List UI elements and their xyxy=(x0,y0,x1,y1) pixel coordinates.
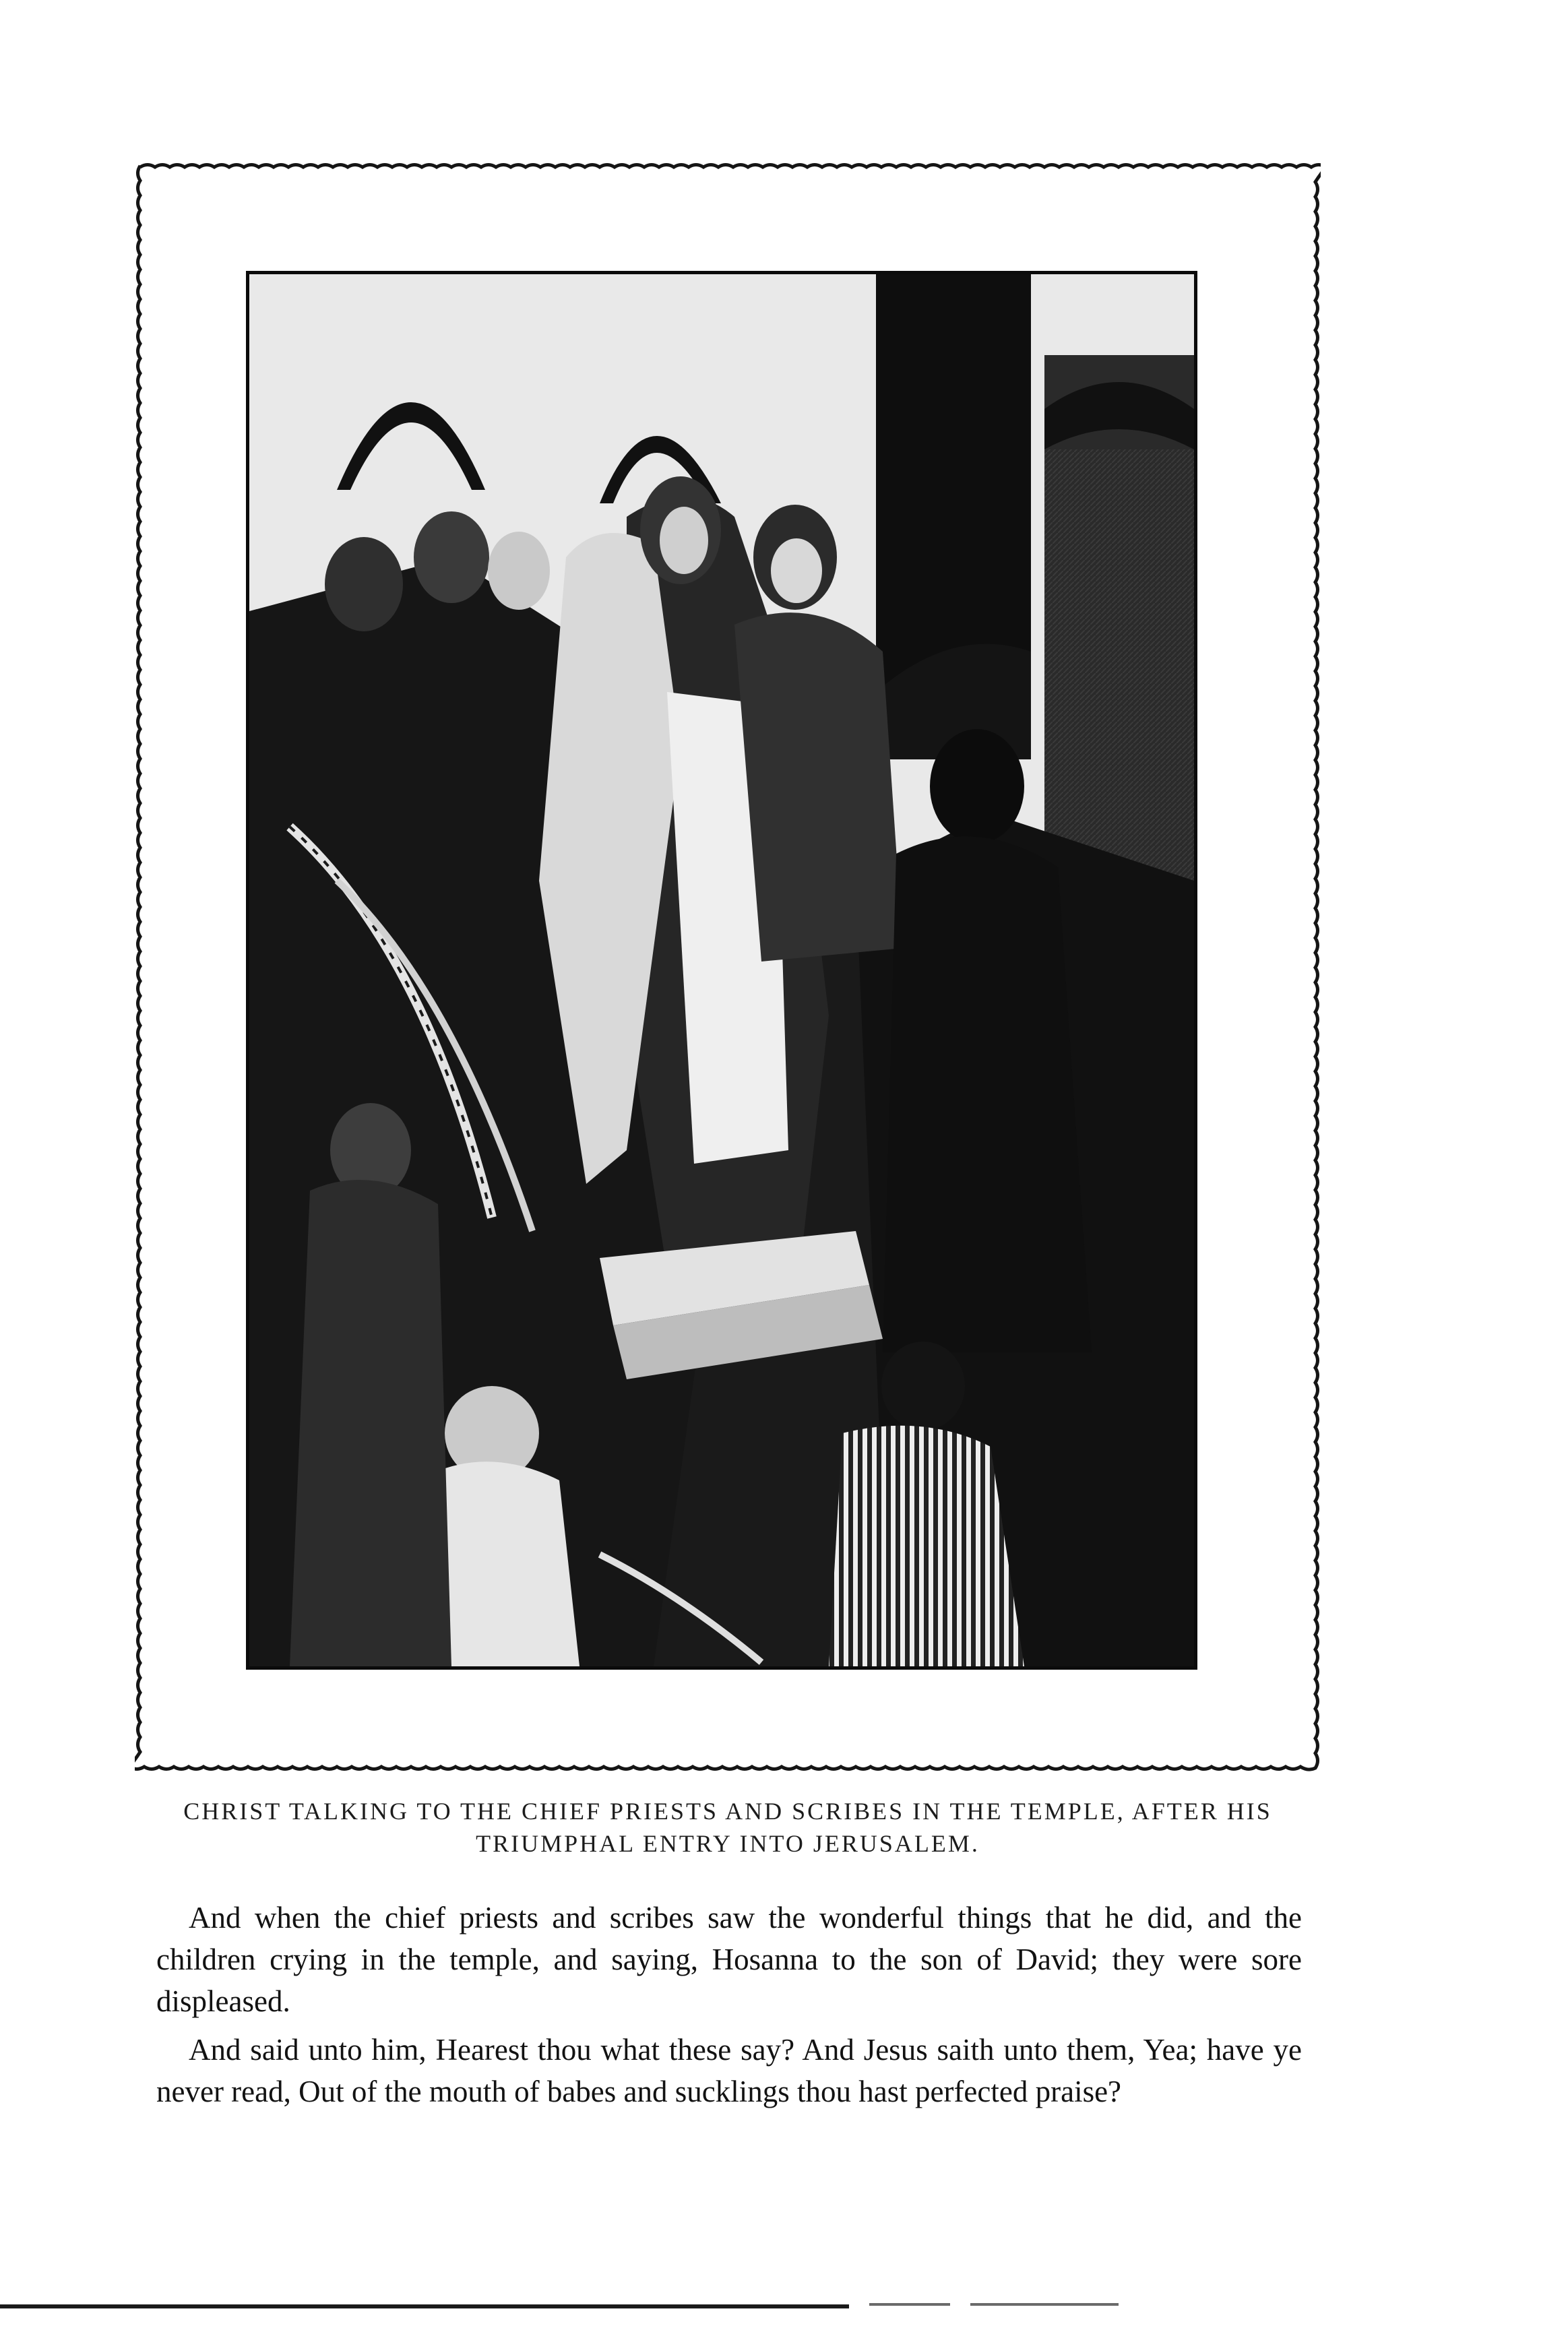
engraving-illustration xyxy=(246,271,1197,1670)
caption-line-2: TRIUMPHAL ENTRY INTO JERUSALEM. xyxy=(476,1830,980,1857)
paragraph-2: And said unto him, Hearest thou what these say? And Jesus saith unto them, Yea; have ye never read, Out of the mouth of babes and sucklings thou hast perfected praise? xyxy=(156,2033,1302,2108)
caption-line-1: CHRIST TALKING TO THE CHIEF PRIESTS AND SCRIBES IN THE TEMPLE, AFTER HIS xyxy=(183,1798,1272,1825)
bottom-rule-fragment xyxy=(970,2303,1119,2306)
illustration-caption xyxy=(135,1795,1321,1860)
bottom-rule xyxy=(0,2304,849,2308)
scripture-text xyxy=(156,1897,1302,2119)
paragraph-1: And when the chief priests and scribes saw the wonderful things that he did, and the children crying in the temple, and saying, Hosanna to the son of David; they were sore displeased. xyxy=(156,1901,1302,2018)
bottom-rule-fragment xyxy=(869,2303,950,2306)
